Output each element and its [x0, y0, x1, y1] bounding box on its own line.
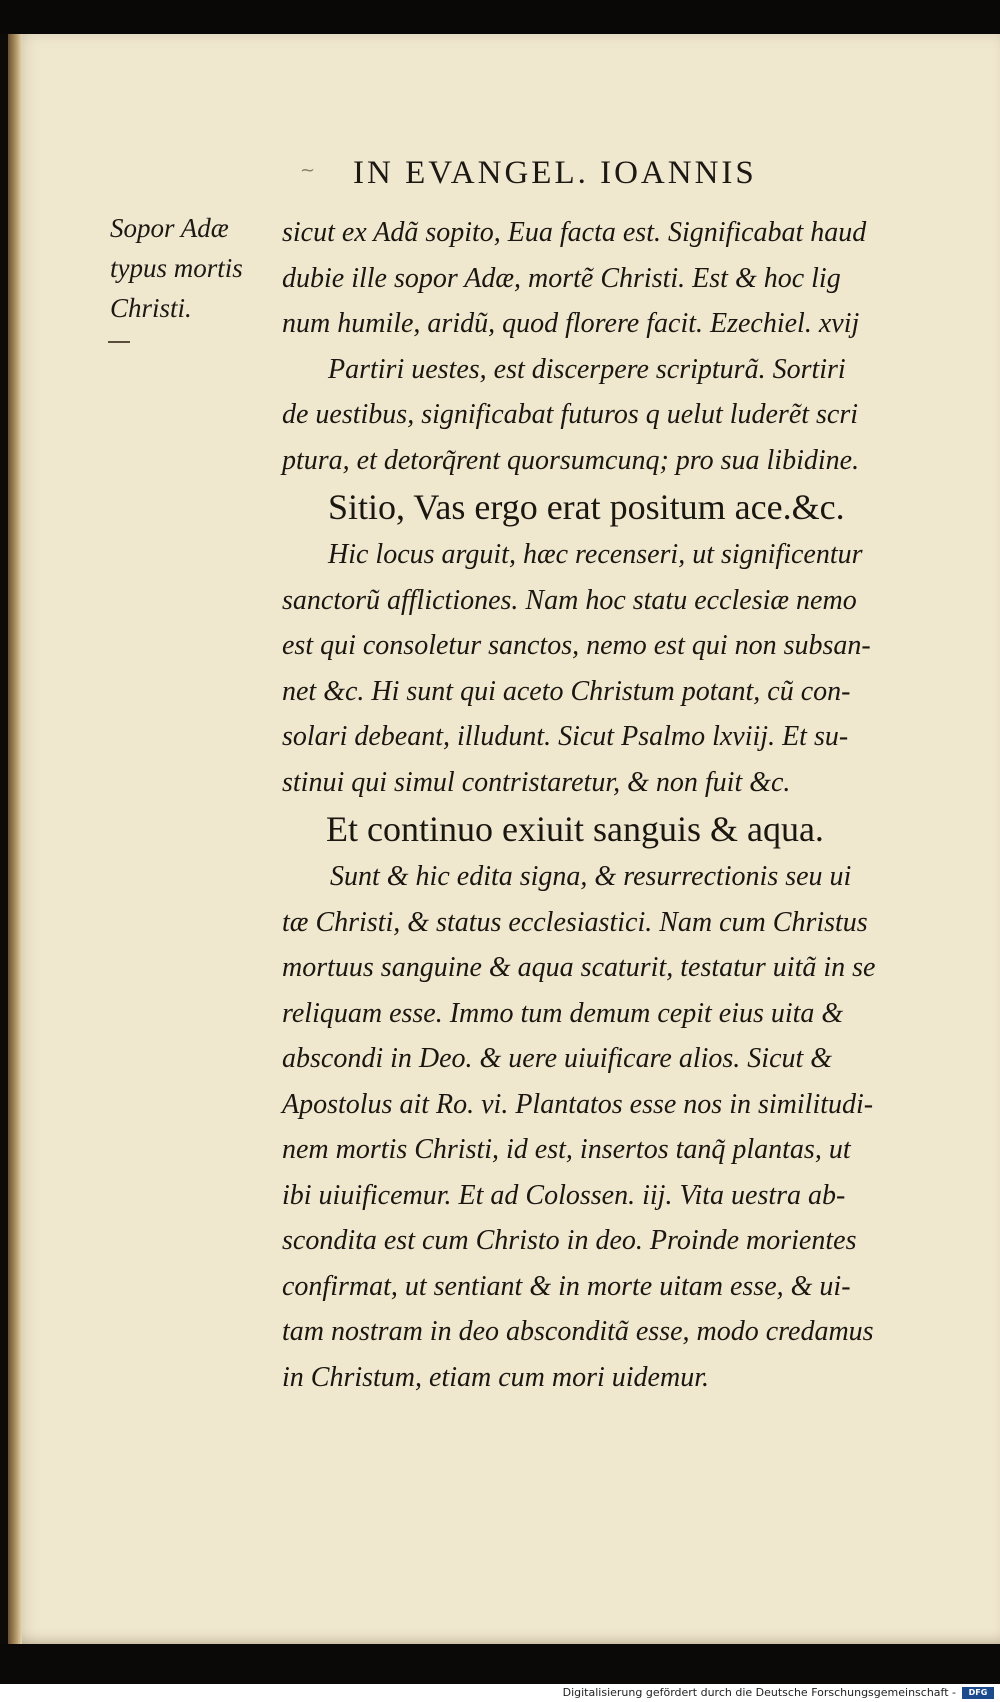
scan-bottom-border [0, 1644, 1000, 1684]
text-line: reliquam esse. Immo tum demum cepit eius uita & [282, 997, 844, 1029]
credit-text: Digitalisierung gefördert durch die Deutsche Forschungsgemeinschaft - [562, 1686, 956, 1699]
text-line: ptura, et detorq̃rent quorsumcunq; pro sua libidine. [282, 444, 860, 476]
text-line: num humile, aridũ, quod florere facit. Ezechiel. xvij [282, 308, 860, 339]
text-line: est qui consoletur sanctos, nemo est qui non subsan- [282, 630, 871, 661]
marginal-note-line: typus mortis [110, 253, 243, 283]
text-line: ibi uiuificemur. Et ad Colossen. iij. Vita uestra ab- [282, 1179, 846, 1211]
marginal-note-line: Sopor Adæ [110, 213, 229, 243]
lemma-heading: Sitio, Vas ergo erat positum ace.&c. [328, 487, 845, 527]
text-line: dubie ille sopor Adæ, mortẽ Christi. Est & hoc lig [282, 262, 841, 294]
text-line: mortuus sanguine & aqua scaturit, testatur uitã in se [282, 952, 876, 983]
text-line: solari debeant, illudunt. Sicut Psalmo lxviij. Et su- [282, 721, 849, 752]
text-line: Partiri uestes, est discerpere scripturã. Sortiri [328, 353, 846, 385]
text-line: abscondi in Deo. & uere uiuificare alios. Sicut & [282, 1043, 833, 1074]
text-line: net &c. Hi sunt qui aceto Christum potant, cũ con- [282, 675, 851, 707]
text-line: tæ Christi, & status ecclesiastici. Nam cum Christus [282, 906, 868, 938]
main-text-block [282, 210, 962, 1400]
page-gutter [8, 34, 22, 1644]
text-line: Sunt & hic edita signa, & resurrectionis seu ui [330, 861, 852, 892]
marginal-note [110, 208, 270, 328]
digitization-credit [0, 1684, 1000, 1702]
text-line: tam nostram in deo absconditã esse, modo credamus [282, 1316, 874, 1347]
text-line: sicut ex Adã sopito, Eua facta est. Significabat haud [282, 217, 867, 248]
text-line: confirmat, ut sentiant & in morte uitam esse, & ui- [282, 1270, 851, 1302]
running-head-mark: ~ [300, 160, 316, 181]
text-line: scondita est cum Christo in deo. Proinde morientes [282, 1225, 857, 1256]
text-line: in Christum, etiam cum mori uidemur. [282, 1361, 709, 1393]
scan-top-border [0, 0, 1000, 34]
text-line: stinui qui simul contristaretur, & non fuit &c. [282, 766, 791, 798]
text-line: Hic locus arguit, hæc recenseri, ut significentur [328, 539, 863, 570]
text-line: de uestibus, significabat futuros q uelut luderẽt scri [282, 399, 859, 430]
text-line: nem mortis Christi, id est, insertos tanq̃ plantas, ut [282, 1134, 851, 1165]
marginal-note-line: Christi. [110, 293, 192, 323]
text-line: Apostolus ait Ro. vi. Plantatos esse nos in similitudi- [282, 1088, 874, 1120]
running-head: IN EVANGEL. IOANNIS [353, 155, 757, 191]
marginal-rule [108, 341, 130, 343]
dfg-logo: DFG [962, 1687, 994, 1699]
text-line: sanctorũ afflictiones. Nam hoc statu ecclesiæ nemo [282, 584, 857, 616]
lemma-heading: Et continuo exiuit sanguis & aqua. [326, 809, 824, 849]
